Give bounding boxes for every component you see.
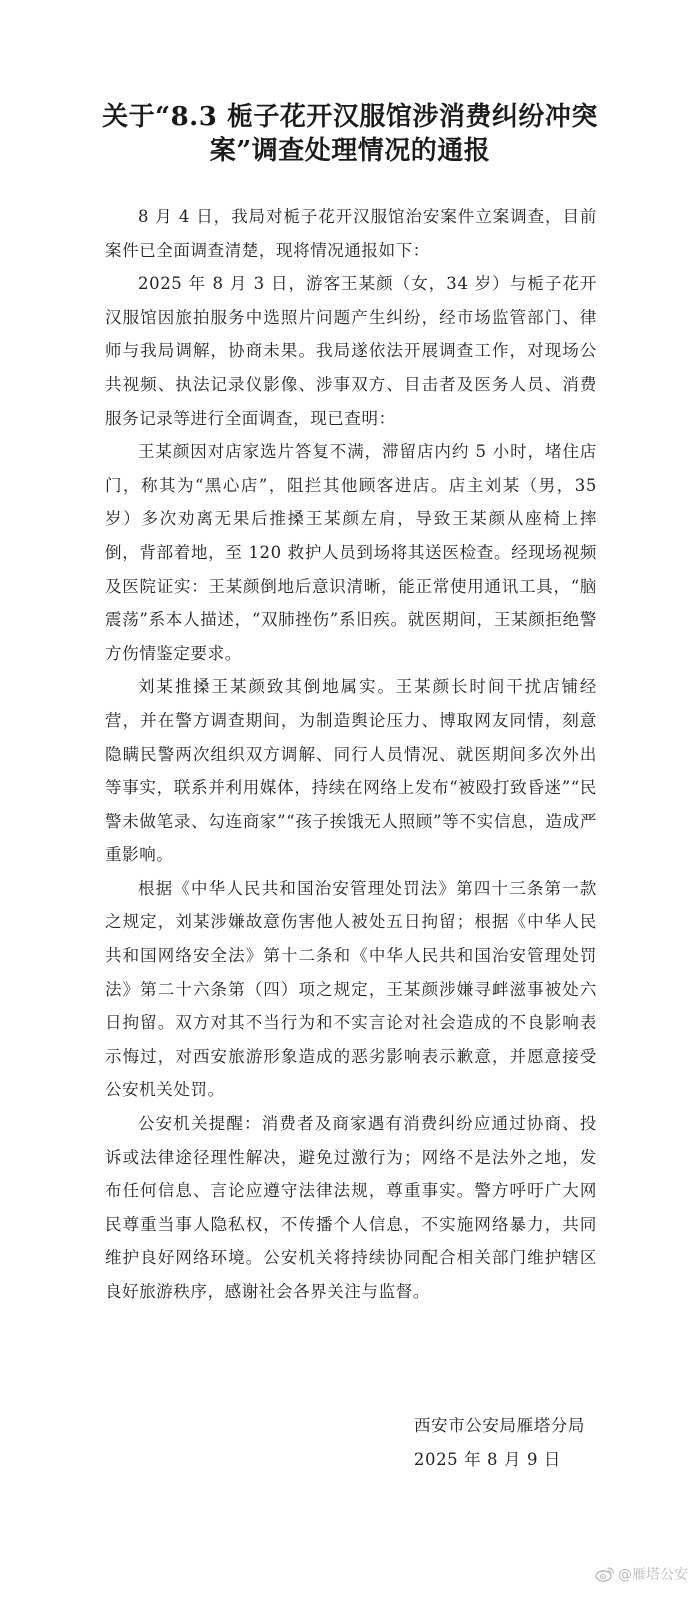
issuing-organization: 西安市公安局雁塔分局 [414, 1416, 585, 1435]
paragraph-reminder: 公安机关提醒：消费者及商家遇有消费纠纷应通过协商、投诉或法律途径理性解决，避免过激行为；网络不是法外之地，发布任何信息、言论应遵守法律法规，尊重事实。警方呼吁广大网民尊重当事人隐私权，不传播个人信息，不实施网络暴力，共同维护良好网络环境。公安机关将持续协同配合相关部门维护辖区良好旅游秩序，感谢社会各界关注与监督。 [105, 1114, 597, 1301]
issue-date: 2025 年 8 月 9 日 [413, 1450, 561, 1469]
paragraph-penalties: 根据《中华人民共和国治安管理处罚法》第四十三条第一款之规定，刘某涉嫌故意伤害他人被处五日拘留；根据《中华人民共和国网络安全法》第十二条和《中华人民共和国治安管理处罚法》第二十六条第（四）项之规定，王某颜涉嫌寻衅滋事被处六日拘留。双方对其不当行为和不实言论对社会造成的不良影响表示悔过，对西安旅游形象造成的恶劣影响表示歉意，并愿意接受公安机关处罚。 [105, 878, 597, 1100]
document-body [105, 200, 597, 1309]
paragraph-findings: 王某颜因对店家选片答复不满，滞留店内约 5 小时，堵住店门，称其为“黑心店”，阻拦其他顾客进店。店主刘某（男，35 岁）多次劝离无果后推搡王某颜左肩，导致王某颜从座椅上摔倒，背部着地，至 120 救护人员到场将其送医检查。经现场视频及医院证实：王某颜倒地后意识清晰，能正常使用通讯工具，“脑震荡”系本人描述，“双肺挫伤”系旧疾。就医期间，王某颜拒绝警方伤情鉴定要求。 [105, 442, 597, 663]
paragraph-misinformation: 刘某推搡王某颜致其倒地属实。王某颜长时间干扰店铺经营，并在警方调查期间，为制造舆论压力、博取网友同情，刻意隐瞒民警两次组织双方调解、同行人员情况、就医期间多次外出等事实，联系并利用媒体，持续在网络上发布“被殴打致昏迷”“民警未做笔录、勾连商家”“孩子挨饿无人照顾”等不实信息，造成严重影响。 [105, 677, 597, 865]
paragraph-background: 2025 年 8 月 3 日，游客王某颜（女，34 岁）与栀子花开汉服馆因旅拍服务中选照片问题产生纠纷，经市场监管部门、律师与我局调解，协商未果。我局遂依法开展调查工作，对现场公共视频、执法记录仪影像、涉事双方、目击者及医务人员、消费服务记录等进行全面调查，现已查明： [105, 274, 597, 428]
signature-block [414, 1409, 585, 1477]
document-title: 关于“8.3 栀子花开汉服馆涉消费纠纷冲突案”调查处理情况的通报 [102, 102, 598, 166]
watermark-text: @雁塔公安 [618, 1567, 688, 1583]
weibo-logo-icon [595, 1566, 615, 1582]
paragraph-intro: 8 月 4 日，我局对栀子花开汉服馆治安案件立案调查，目前案件已全面调查清楚，现将情况通报如下： [105, 207, 597, 260]
weibo-watermark [595, 1564, 688, 1584]
